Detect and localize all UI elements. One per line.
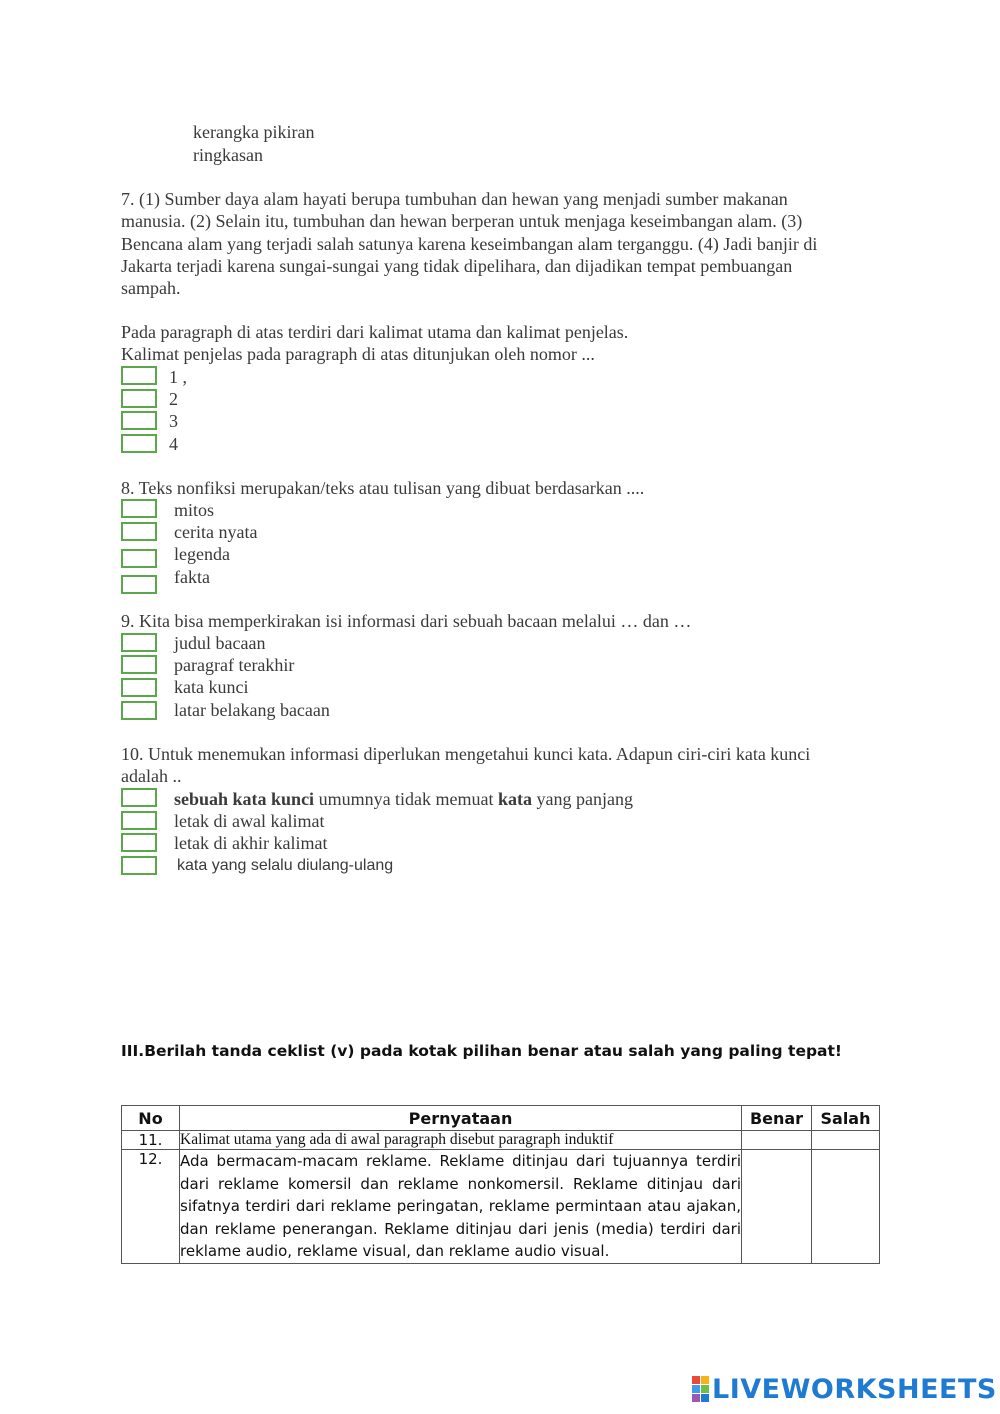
logo-block <box>692 1385 700 1393</box>
option-text <box>174 788 633 810</box>
option-text: judul bacaan <box>174 633 266 653</box>
paragraph-line: sampah. <box>121 278 181 299</box>
option-text: cerita nyata <box>174 522 258 542</box>
answer-checkbox-q8-1[interactable] <box>121 499 157 518</box>
liveworksheets-logo <box>692 1374 997 1404</box>
answer-checkbox-q10-3[interactable] <box>121 833 157 852</box>
liveworksheets-logo-icon <box>692 1376 709 1402</box>
option-text: 4 <box>169 434 178 454</box>
question-10-text: 10. Untuk menemukan informasi diperlukan mengetahui kunci kata. Adapun ciri-ciri kata kunci <box>121 744 811 764</box>
column-header-false: Salah <box>812 1106 880 1131</box>
option-text: legenda <box>174 544 230 564</box>
question-9-text: 9. Kita bisa memperkirakan isi informasi dari sebuah bacaan melalui … dan … <box>121 611 692 631</box>
answer-checkbox-q7-3[interactable] <box>121 411 157 430</box>
paragraph-line: manusia. (2) Selain itu, tumbuhan dan hewan berperan untuk menjaga keseimbangan alam. (3) <box>121 211 803 232</box>
answer-checkbox-q10-4[interactable] <box>121 856 157 875</box>
answer-checkbox-q9-4[interactable] <box>121 701 157 720</box>
logo-block <box>701 1394 709 1402</box>
answer-checkbox-q10-2[interactable] <box>121 811 157 830</box>
column-header-true: Benar <box>742 1106 812 1131</box>
answer-checkbox-q7-4[interactable] <box>121 434 157 453</box>
answer-checkbox-q8-2[interactable] <box>121 522 157 541</box>
false-answer-box-12[interactable] <box>812 1150 880 1264</box>
option-plain-text: umumnya tidak memuat <box>314 789 499 809</box>
answer-checkbox-q9-1[interactable] <box>121 633 157 652</box>
question-10-text-cont: adalah .. <box>121 766 182 786</box>
row-number: 11. <box>122 1131 180 1150</box>
question-8-text: 8. Teks nonfiksi merupakan/teks atau tulisan yang dibuat berdasarkan .... <box>121 478 645 498</box>
answer-checkbox-q8-4[interactable] <box>121 575 157 594</box>
option-text: 2 <box>169 389 178 409</box>
option-text: 1 , <box>169 367 187 387</box>
table-header-row <box>122 1106 880 1131</box>
statement-text: Kalimat utama yang ada di awal paragraph disebut paragraph induktif <box>180 1131 742 1150</box>
paragraph-line: Jakarta terjadi karena sungai-sungai yang tidak dipelihara, dan dijadikan tempat pembuangan <box>121 255 793 276</box>
column-header-no: No <box>122 1106 180 1131</box>
statement-text: Ada bermacam-macam reklame. Reklame ditinjau dari tujuannya terdiri dari reklame komersil dan reklame nonkomersil. Reklame ditinjau dari sifatnya terdiri dari reklame peringatan, reklame permintaan atau ajakan, dan reklame penerangan. Reklame ditinjau dari jenis (media) terdiri dari reklame audio, reklame visual, dan reklame audio visual. <box>180 1150 742 1264</box>
option-text: letak di akhir kalimat <box>174 833 328 853</box>
option-bold-text: sebuah kata kunci <box>174 789 315 809</box>
answer-checkbox-q8-3[interactable] <box>121 549 157 568</box>
question-7-paragraph <box>121 188 881 299</box>
brand-name: LIVEWORKSHEETS <box>712 1373 997 1405</box>
question-7-note: Pada paragraph di atas terdiri dari kalimat utama dan kalimat penjelas. <box>121 322 629 342</box>
table-row <box>122 1131 880 1150</box>
option-text: paragraf terakhir <box>174 655 295 675</box>
column-header-statement: Pernyataan <box>180 1106 742 1131</box>
option-plain-text: yang panjang <box>532 789 634 809</box>
true-answer-box-12[interactable] <box>742 1150 812 1264</box>
option-text: letak di awal kalimat <box>174 811 325 831</box>
option-text: fakta <box>174 567 210 587</box>
answer-checkbox-q9-2[interactable] <box>121 655 157 674</box>
option-bold-text: kata <box>498 789 533 809</box>
row-number: 12. <box>122 1150 180 1264</box>
option-text: mitos <box>174 500 215 520</box>
question-7-text: Kalimat penjelas pada paragraph di atas ditunjukan oleh nomor ... <box>121 344 595 364</box>
answer-checkbox-q9-3[interactable] <box>121 678 157 697</box>
answer-checkbox-q10-1[interactable] <box>121 788 157 807</box>
true-false-table <box>121 1105 880 1264</box>
logo-block <box>701 1385 709 1393</box>
option-text: 3 <box>169 411 178 431</box>
section-title: III.Berilah tanda ceklist (v) pada kotak pilihan benar atau salah yang paling tepat! <box>121 1042 842 1060</box>
table-row <box>122 1150 880 1264</box>
option-text: kerangka pikiran <box>193 122 315 142</box>
true-answer-box-11[interactable] <box>742 1131 812 1150</box>
false-answer-box-11[interactable] <box>812 1131 880 1150</box>
option-text: latar belakang bacaan <box>174 700 330 720</box>
paragraph-line: 7. (1) Sumber daya alam hayati berupa tumbuhan dan hewan yang menjadi sumber makanan <box>121 189 788 209</box>
logo-block <box>701 1376 709 1384</box>
paragraph-line: Bencana alam yang terjadi salah satunya karena keseimbangan alam terganggu. (4) Jadi banjir di <box>121 233 818 254</box>
answer-checkbox-q7-1[interactable] <box>121 366 157 385</box>
option-text: ringkasan <box>193 145 263 165</box>
option-text: kata kunci <box>174 677 249 697</box>
logo-block <box>692 1376 700 1384</box>
answer-checkbox-q7-2[interactable] <box>121 389 157 408</box>
option-text: kata yang selalu diulang-ulang <box>177 857 394 874</box>
logo-block <box>692 1394 700 1402</box>
